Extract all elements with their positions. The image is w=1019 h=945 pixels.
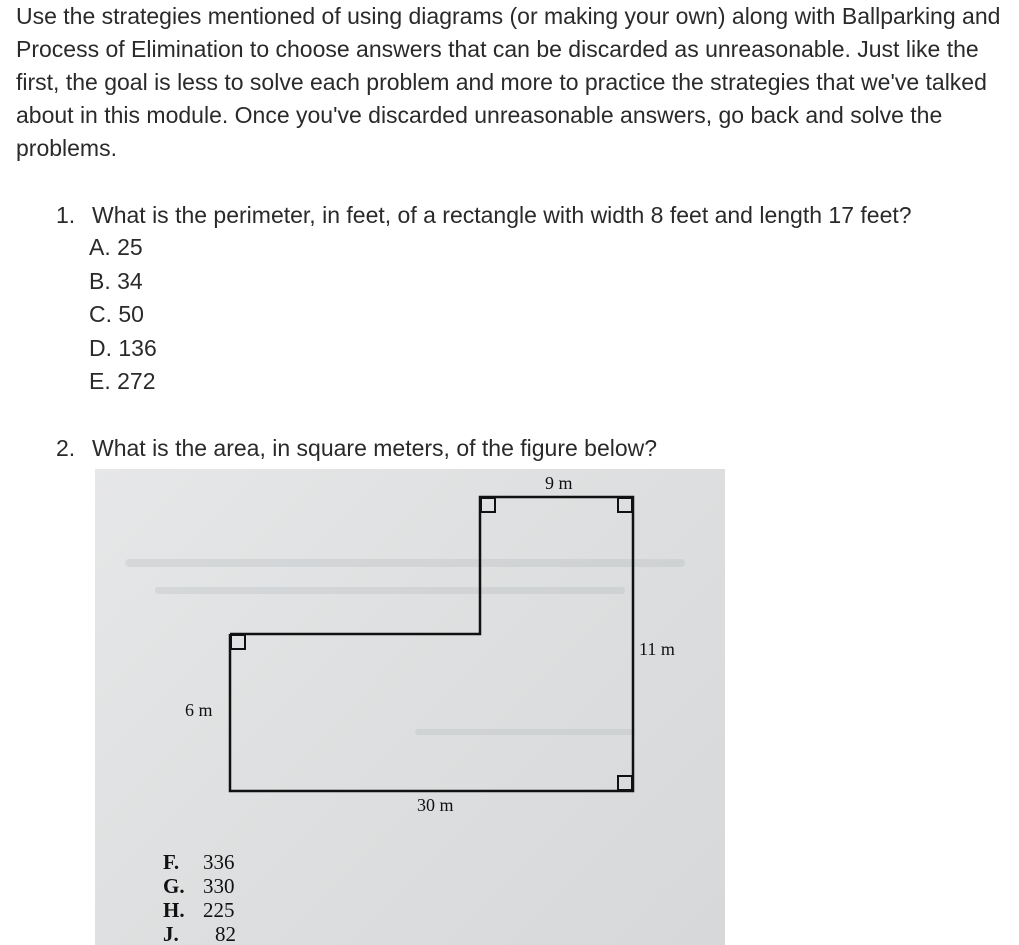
question-1-choices [89, 231, 157, 399]
choice-c: C. 50 [89, 301, 144, 327]
right-angle-marker [618, 498, 632, 512]
answer-j: J. 82 [163, 922, 236, 945]
choice-e: E. 272 [89, 368, 156, 394]
figure-outline [230, 497, 633, 791]
question-1 [56, 199, 912, 232]
choice-b: B. 34 [89, 267, 143, 294]
label-bottom: 30 m [417, 795, 454, 815]
figure-photo [95, 469, 725, 945]
choice-a: A. 25 [89, 234, 143, 260]
question-2-number: 2. [56, 435, 76, 461]
answer-g: G. 330 [163, 874, 235, 898]
question-2 [56, 432, 657, 465]
right-angle-marker [618, 776, 632, 790]
label-top: 9 m [545, 473, 573, 493]
right-angle-marker [231, 635, 245, 649]
question-1-text: What is the perimeter, in feet, of a rectangle with width 8 feet and length 17 feet? [92, 202, 912, 228]
question-1-number: 1. [56, 202, 76, 228]
label-right: 11 m [639, 639, 675, 659]
choice-d: D. 136 [89, 334, 157, 361]
right-angle-marker [481, 498, 495, 512]
answer-h: H. 225 [163, 898, 235, 922]
question-2-text: What is the area, in square meters, of the figure below? [92, 435, 658, 461]
instructions-paragraph: Use the strategies mentioned of using diagrams (or making your own) along with Ballparking and Process of Elimination to choose answers that can be discarded as unreasonable. Just like the first, the goal is less to solve each problem and more to practice the strategies that we've talked about in this module. Once you've discarded unreasonable answers, go back and solve the problems. [16, 3, 1001, 161]
answer-f: F. 336 [163, 850, 235, 874]
label-left: 6 m [185, 700, 213, 720]
